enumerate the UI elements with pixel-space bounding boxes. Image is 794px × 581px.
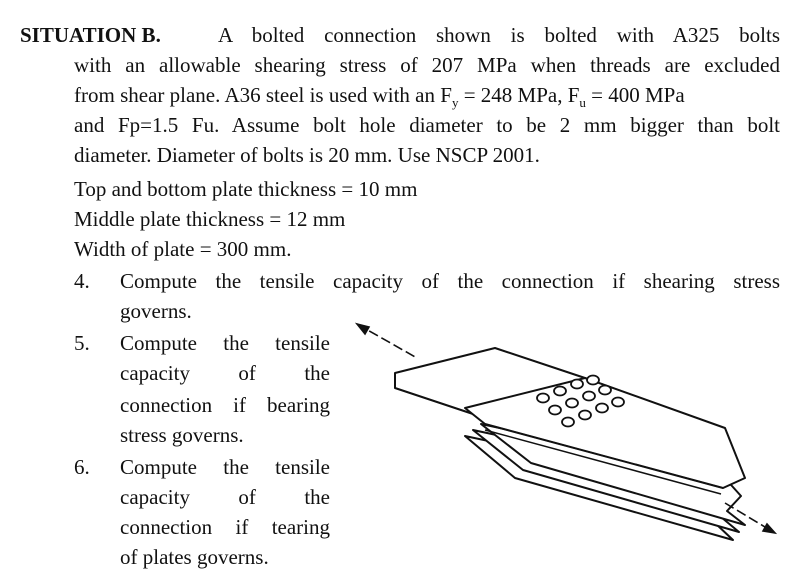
question-4-line-2: governs. (120, 299, 192, 323)
bolt-hole (571, 380, 583, 389)
line3-part-b: = 248 MPa, F (458, 83, 580, 107)
question-5-line-1: Compute the tensile (120, 331, 330, 355)
question-4-number: 4. (74, 269, 90, 293)
fu-subscript: u (579, 95, 586, 111)
bolted-lap-joint-icon (355, 318, 785, 568)
question-5-line-2: capacity of the (120, 361, 330, 385)
bolt-hole (579, 411, 591, 420)
bolt-hole (566, 399, 578, 408)
bolt-hole (596, 404, 608, 413)
intro-line-1: A bolted connection shown is bolted with A325 bolts (218, 23, 780, 47)
line3-part-c: = 400 MPa (585, 83, 685, 107)
bolt-hole (562, 418, 574, 427)
given-plate-width: Width of plate = 300 mm. (74, 237, 292, 261)
given-top-bottom-thickness: Top and bottom plate thickness = 10 mm (74, 177, 418, 201)
bolt-hole (549, 406, 561, 415)
intro-line-5: diameter. Diameter of bolts is 20 mm. Use NSCP 2001. (74, 143, 540, 167)
intro-line-2: with an allowable shearing stress of 207 MPa when threads are excluded (74, 53, 780, 77)
question-5-line-4: stress governs. (120, 423, 244, 447)
question-6-line-4: of plates governs. (120, 545, 269, 569)
intro-line-4: and Fp=1.5 Fu. Assume bolt hole diameter to be 2 mm bigger than bolt (74, 113, 780, 137)
line3-part-a: from shear plane. A36 steel is used with an F (74, 83, 452, 107)
bolt-hole (587, 376, 599, 385)
situation-heading: SITUATION B. (20, 23, 161, 47)
question-6-number: 6. (74, 455, 90, 479)
question-4-line-1: Compute the tensile capacity of the connection if shearing stress (120, 269, 780, 293)
bolt-hole (554, 387, 566, 396)
bolt-hole (583, 392, 595, 401)
question-5-line-3: connection if bearing (120, 393, 330, 417)
bolt-hole (612, 398, 624, 407)
bolt-hole (599, 386, 611, 395)
bolt-hole (537, 394, 549, 403)
question-5-number: 5. (74, 331, 90, 355)
question-6-line-3: connection if tearing (120, 515, 330, 539)
given-middle-thickness: Middle plate thickness = 12 mm (74, 207, 346, 231)
fy-subscript: y (451, 95, 459, 111)
question-6-line-1: Compute the tensile (120, 455, 330, 479)
question-6-line-2: capacity of the (120, 485, 330, 509)
situation-heading-line (20, 22, 780, 48)
